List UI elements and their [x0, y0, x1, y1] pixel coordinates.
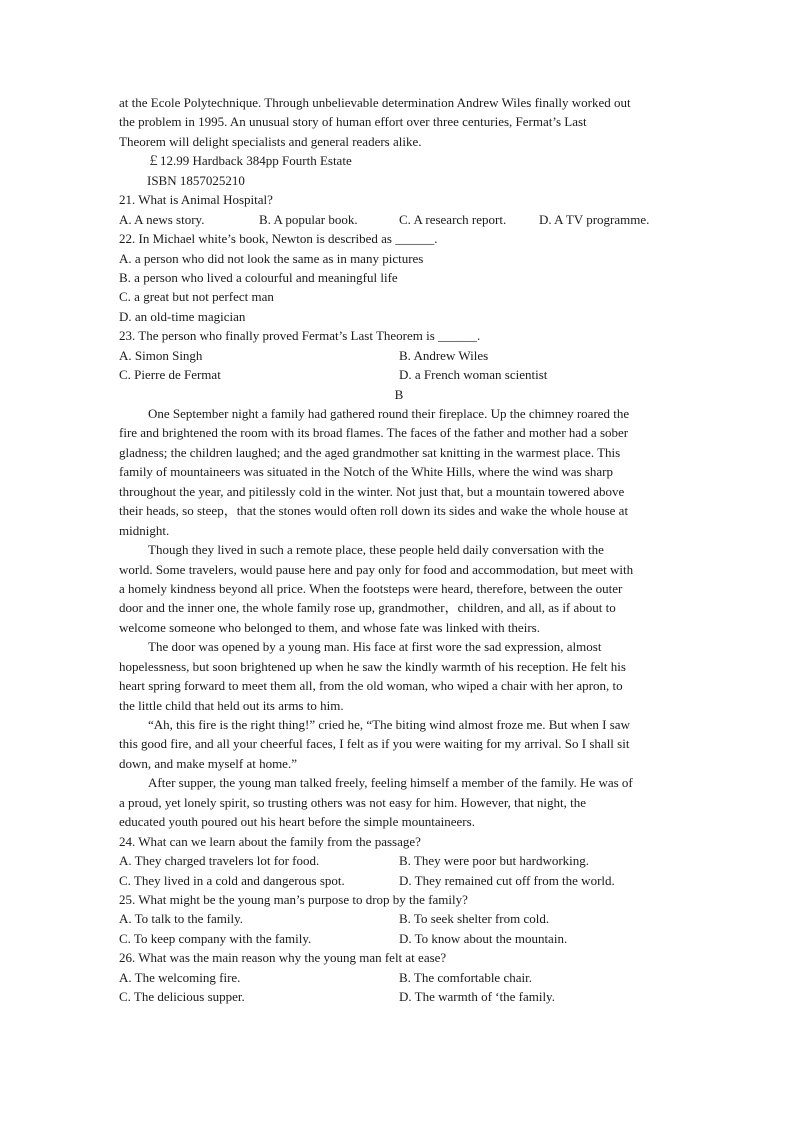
- option-c: C. They lived in a cold and dangerous spot.: [119, 872, 345, 888]
- paragraph-line: midnight.: [119, 522, 170, 538]
- paragraph-line: “Ah, this fire is the right thing!” cried he, “The biting wind almost froze me. But when I saw: [148, 717, 630, 732]
- option-c: C. To keep company with the family.: [119, 930, 312, 946]
- question-24-stem: 24. What can we learn about the family from the passage?: [119, 833, 421, 849]
- paragraph-line: down, and make myself at home.”: [119, 755, 297, 771]
- option-b: B. A popular book.: [259, 211, 358, 227]
- option-d: D. A TV programme.: [539, 211, 650, 227]
- paragraph-line: heart spring forward to meet them all, from the old woman, who wiped a chair with her apron, to: [119, 678, 623, 694]
- question-26-options-row: [119, 968, 679, 987]
- section-b-paragraph: [119, 773, 679, 831]
- question-22-stem: 22. In Michael white’s book, Newton is described as ______.: [119, 231, 438, 247]
- paragraph-line: After supper, the young man talked freely, feeling himself a member of the family. He was of: [148, 775, 633, 791]
- option-c: C. a great but not perfect man: [119, 289, 274, 305]
- option-d: D. a French woman scientist: [399, 367, 548, 383]
- question-25-options-row: [119, 909, 679, 928]
- paragraph-line: a proud, yet lonely spirit, so trusting others was not easy for him. However, that night, the: [119, 794, 587, 810]
- option-a: A. They charged travelers lot for food.: [119, 853, 320, 869]
- section-b-paragraph: [119, 540, 679, 637]
- document-body: [119, 93, 679, 1007]
- paragraph-line: door and the inner one, the whole family rose up, grandmother，children, and all, as if about to: [119, 600, 616, 616]
- paragraph-line: family of mountaineers was situated in the Notch of the White Hills, where the wind was sharp: [119, 464, 613, 480]
- question-25-stem: 25. What might be the young man’s purpose to drop by the family?: [119, 891, 468, 907]
- passage-a-line: at the Ecole Polytechnique. Through unbelievable determination Andrew Wiles finally worked out: [119, 95, 631, 110]
- option-b: B. Andrew Wiles: [399, 347, 489, 363]
- passage-a-line: Theorem will delight specialists and general readers alike.: [119, 133, 422, 149]
- section-b-heading: B: [394, 386, 404, 402]
- option-a: A. Simon Singh: [119, 347, 203, 363]
- question-21-options: [119, 210, 679, 229]
- paragraph-line: One September night a family had gathered round their fireplace. Up the chimney roared the: [148, 406, 630, 421]
- paragraph-line: educated youth poured out his heart before the simple mountaineers.: [119, 814, 475, 830]
- paragraph-line: their heads, so steep，that the stones would often roll down its sides and wake the whole house at: [119, 503, 629, 519]
- question-24-options-row: [119, 871, 679, 890]
- passage-a-line: the problem in 1995. An unusual story of human effort over three centuries, Fermat’s Last: [119, 114, 587, 130]
- paragraph-line: this good fire, and all your cheerful faces, I felt as if you were waiting for my arrival. So I shall sit: [119, 736, 630, 752]
- option-d: D. an old-time magician: [119, 308, 246, 324]
- option-b: B. To seek shelter from cold.: [399, 911, 550, 927]
- section-b-paragraph: [119, 637, 679, 715]
- book-price-line: ￡12.99 Hardback 384pp Fourth Estate: [147, 153, 352, 169]
- paragraph-line: The door was opened by a young man. His face at first wore the sad expression, almost: [148, 639, 602, 655]
- option-d: D. The warmth of ‘the family.: [399, 989, 555, 1005]
- question-26-options-row: [119, 987, 679, 1006]
- option-b: B. They were poor but hardworking.: [399, 853, 590, 869]
- option-c: C. The delicious supper.: [119, 989, 245, 1005]
- paragraph-line: world. Some travelers, would pause here and pay only for food and accommodation, but meet with: [119, 561, 634, 577]
- question-26-stem: 26. What was the main reason why the young man felt at ease?: [119, 950, 447, 966]
- book-isbn-line: ISBN 1857025210: [147, 172, 245, 188]
- option-c: C. A research report.: [399, 211, 507, 227]
- option-c: C. Pierre de Fermat: [119, 367, 221, 383]
- paragraph-line: the little child that held out its arms to him.: [119, 697, 344, 713]
- question-23-options-row: [119, 365, 679, 384]
- paragraph-line: welcome someone who belonged to them, and whose fate was linked with theirs.: [119, 619, 540, 635]
- option-d: D. They remained cut off from the world.: [399, 872, 615, 888]
- paragraph-line: throughout the year, and pitilessly cold in the winter. Not just that, but a mountain towered above: [119, 483, 625, 499]
- question-24-options-row: [119, 851, 679, 870]
- option-a: A. a person who did not look the same as in many pictures: [119, 250, 424, 266]
- option-a: A. A news story.: [119, 211, 205, 227]
- paragraph-line: fire and brightened the room with its broad flames. The faces of the father and mother had a sober: [119, 425, 629, 441]
- section-b-paragraph: [119, 404, 679, 540]
- question-25-options-row: [119, 929, 679, 948]
- paragraph-line: hopelessness, but soon brightened up when he saw the kindly warmth of his reception. He felt his: [119, 658, 626, 674]
- option-a: A. The welcoming fire.: [119, 969, 241, 985]
- option-d: D. To know about the mountain.: [399, 930, 568, 946]
- option-b: B. The comfortable chair.: [399, 969, 532, 985]
- paragraph-line: gladness; the children laughed; and the aged grandmother sat knitting in the warmest place. This: [119, 444, 621, 460]
- paragraph-line: Though they lived in such a remote place, these people held daily conversation with the: [148, 542, 604, 558]
- option-a: A. To talk to the family.: [119, 911, 244, 927]
- paragraph-line: a homely kindness beyond all price. When the footsteps were heard, therefore, between the outer: [119, 580, 623, 596]
- section-b-paragraph: [119, 715, 679, 773]
- question-21-stem: 21. What is Animal Hospital?: [119, 192, 273, 208]
- question-23-stem: 23. The person who finally proved Fermat’s Last Theorem is ______.: [119, 328, 481, 344]
- option-b: B. a person who lived a colourful and meaningful life: [119, 269, 398, 285]
- question-23-options-row: [119, 346, 679, 365]
